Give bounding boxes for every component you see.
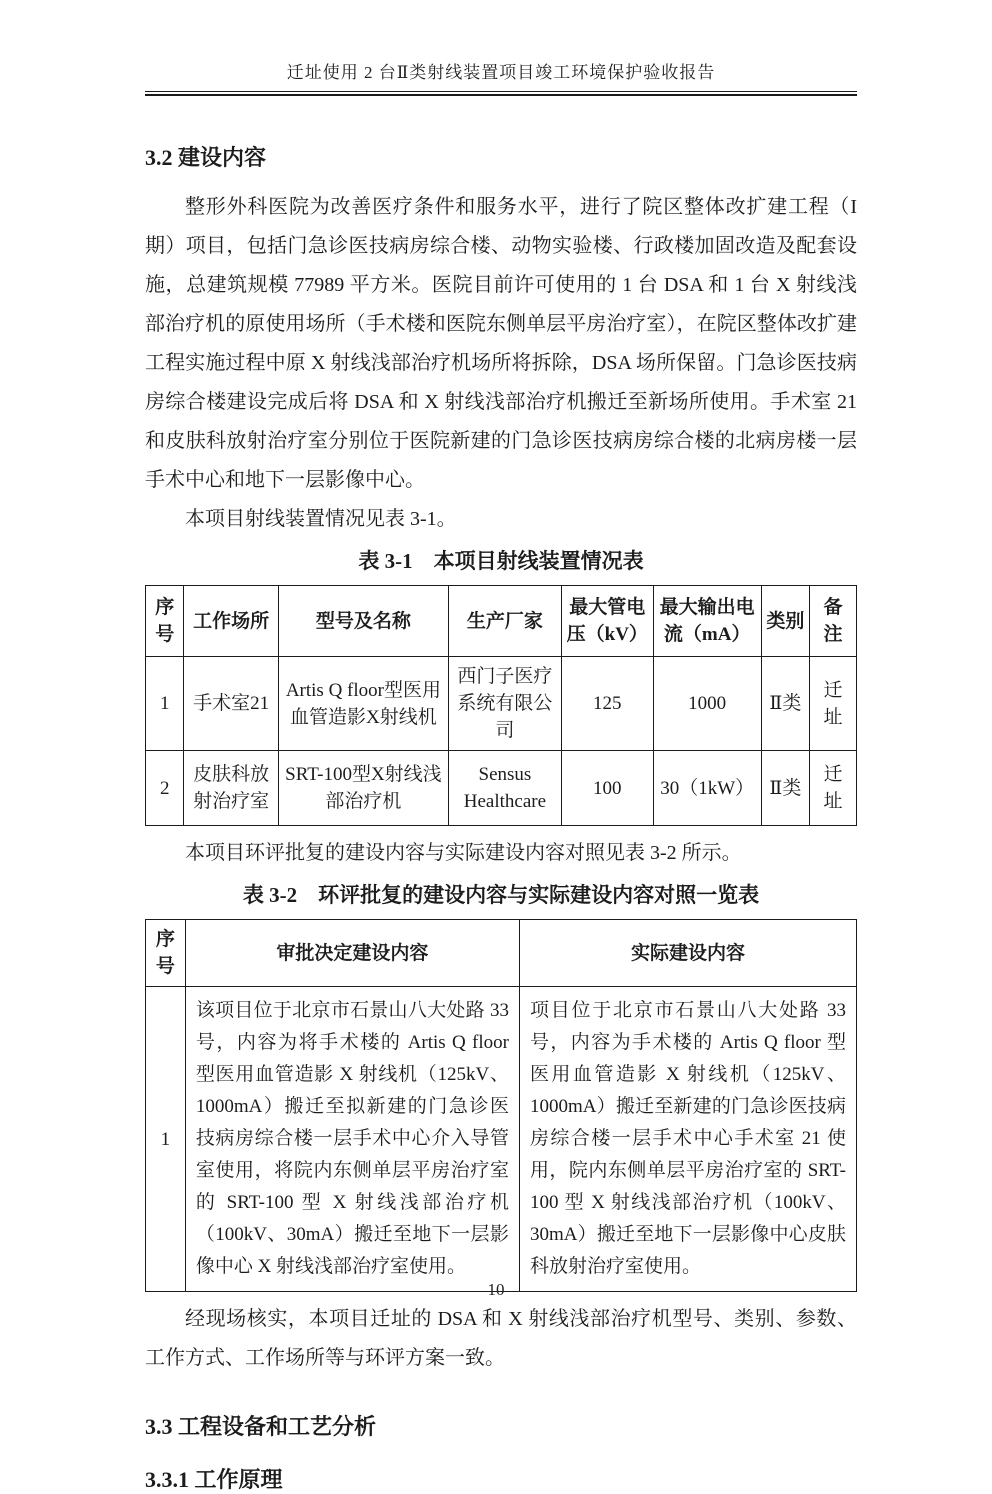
col-header-remark: 备注 (810, 586, 857, 657)
col-header-actual-content: 实际建设内容 (519, 920, 856, 987)
col-header-approved-content: 审批决定建设内容 (185, 920, 519, 987)
paragraph-table1-lead: 本项目射线装置情况见表 3-1。 (185, 508, 457, 530)
cell-max-current: 1000 (653, 657, 761, 751)
col-header-max-voltage: 最大管电压（kV） (561, 586, 653, 657)
cell-max-voltage: 125 (561, 657, 653, 751)
cell-remark: 迁址 (810, 657, 857, 751)
col-header-seq: 序号 (146, 586, 184, 657)
section-heading-3-2: 3.2 建设内容 (145, 145, 267, 170)
table-3-1 (145, 585, 857, 826)
col-header-class: 类别 (761, 586, 809, 657)
paragraph-verification: 经现场核实，本项目迁址的 DSA 和 X 射线浅部治疗机型号、类别、参数、工作方式、工作场所等与环评方案一致。 (145, 1308, 857, 1369)
cell-manufacturer: Sensus Healthcare (448, 751, 561, 826)
running-header-title: 迁址使用 2 台Ⅱ类射线装置项目竣工环境保护验收报告 (286, 63, 716, 82)
cell-class: Ⅱ类 (761, 657, 809, 751)
section-heading-3-3: 3.3 工程设备和工艺分析 (145, 1414, 377, 1439)
col-header-workplace: 工作场所 (184, 586, 279, 657)
cell-actual-content: 项目位于北京市石景山八大处路 33 号，内容为手术楼的 Artis Q floor 型医用血管造影 X 射线机（125kV、1000mA）搬迁至新建的门急诊医技病房综合楼一层手术中心手术室 21 使用，院内东侧单层平房治疗室的 SRT-100 型 X 射线浅部治疗机（100kV、30mA）搬迁至地下一层影像中心皮肤科放射治疗室使用。 (519, 987, 856, 1292)
cell-max-current: 30（1kW） (653, 751, 761, 826)
cell-class: Ⅱ类 (761, 751, 809, 826)
table-3-2-caption: 表 3-2 环评批复的建设内容与实际建设内容对照一览表 (242, 883, 760, 907)
cell-approved-content: 该项目位于北京市石景山八大处路 33 号，内容为将手术楼的 Artis Q floor 型医用血管造影 X 射线机（125kV、1000mA）搬迁至拟新建的门急诊医技病房综合楼一层手术中心介入导管室使用，将院内东侧单层平房治疗室的 SRT-100 型 X 射线浅部治疗机（100kV、30mA）搬迁至地下一层影像中心 X 射线浅部治疗室使用。 (185, 987, 519, 1292)
cell-model: Artis Q floor型医用血管造影X射线机 (278, 657, 448, 751)
cell-remark: 迁址 (810, 751, 857, 826)
cell-manufacturer: 西门子医疗系统有限公司 (448, 657, 561, 751)
table-3-2-header-row (146, 920, 857, 987)
table-3-1-caption: 表 3-1 本项目射线装置情况表 (358, 549, 644, 573)
table-row (146, 987, 857, 1292)
cell-model: SRT-100型X射线浅部治疗机 (278, 751, 448, 826)
col-header-model: 型号及名称 (278, 586, 448, 657)
header-rule (145, 91, 857, 96)
col-header-manufacturer: 生产厂家 (448, 586, 561, 657)
col-header-max-current: 最大输出电流（mA） (653, 586, 761, 657)
paragraph-table2-lead: 本项目环评批复的建设内容与实际建设内容对照见表 3-2 所示。 (185, 842, 742, 864)
cell-seq: 1 (146, 987, 186, 1292)
cell-seq: 2 (146, 751, 184, 826)
col-header-seq: 序号 (146, 920, 186, 987)
cell-max-voltage: 100 (561, 751, 653, 826)
cell-workplace: 皮肤科放射治疗室 (184, 751, 279, 826)
section-heading-3-3-1: 3.3.1 工作原理 (145, 1467, 283, 1492)
cell-workplace: 手术室21 (184, 657, 279, 751)
paragraph-overview: 整形外科医院为改善医疗条件和服务水平，进行了院区整体改扩建工程（I期）项目，包括门急诊医技病房综合楼、动物实验楼、行政楼加固改造及配套设施，总建筑规模 77989 平方米。医院目前许可使用的 1 台 DSA 和 1 台 X 射线浅部治疗机的原使用场所（手术楼和医院东侧单层平房治疗室），在院区整体改扩建工程实施过程中原 X 射线浅部治疗机场所将拆除，DSA 场所保留。门急诊医技病房综合楼建设完成后将 DSA 和 X 射线浅部治疗机搬迁至新场所使用。手术室 21 和皮肤科放射治疗室分别位于医院新建的门急诊医技病房综合楼的北病房楼一层手术中心和地下一层影像中心。 (145, 196, 857, 491)
table-row (146, 657, 857, 751)
table-row (146, 751, 857, 826)
cell-seq: 1 (146, 657, 184, 751)
page-number: 10 (487, 1280, 505, 1299)
table-3-2 (145, 919, 857, 1292)
table-3-1-header-row (146, 586, 857, 657)
page-content (145, 0, 857, 1494)
